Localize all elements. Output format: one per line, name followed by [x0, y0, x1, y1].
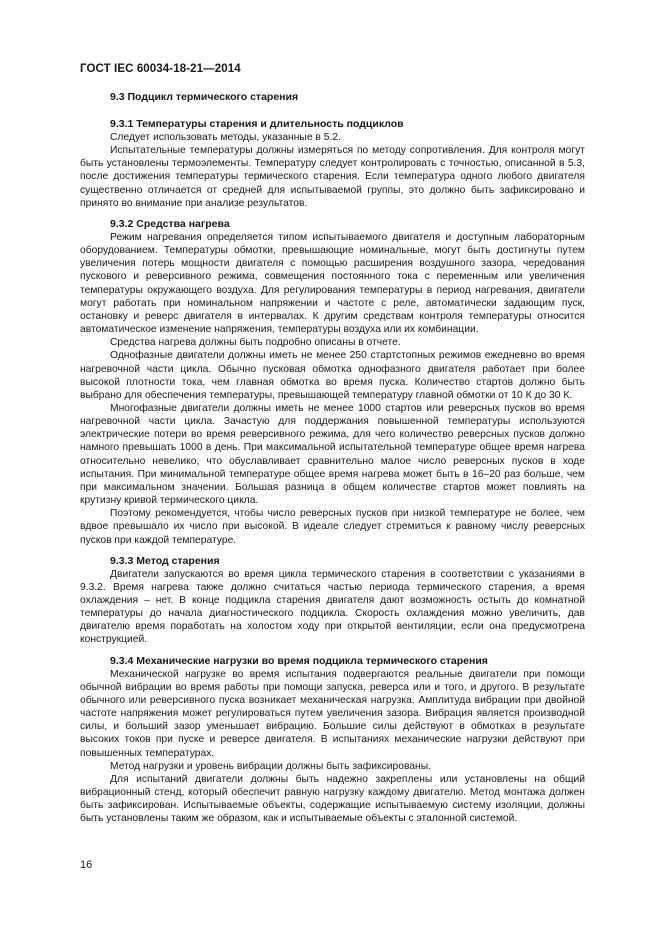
document-header: ГОСТ IEC 60034-18-21—2014 [80, 63, 241, 75]
page-number: 16 [80, 859, 93, 871]
subsection-9-3-2 [80, 218, 585, 547]
paragraph: Однофазные двигатели должны иметь не менее 250 стартстопных режимов ежедневно во время нагревочной части цикла. Обычно пусковая обмотка однофазного двигателя работает при более высокой плотности тока, чем главная обмотка во время пуска. Количество стартов должно быть выбрано для обеспечения температуры, превышающей температуру главной обмотки от 10 К до 30 К. [80, 350, 585, 401]
paragraph: Испытательные температуры должны измеряться по методу сопротивления. Для контроля могут быть установлены термоэлементы. Температуру следует контролировать с точностью, описанной в 5.3, после достижения температуры термического старения. Если температура одного любого двигателя существенно отличается от средней для испытываемой группы, это должно быть зафиксировано и принято во внимание при анализе результатов. [80, 145, 585, 209]
paragraph: Метод нагрузки и уровень вибрации должны быть зафиксированы. [110, 760, 432, 772]
subsection-title: 9.3.4 Механические нагрузки во время подцикла термического старения [110, 654, 488, 667]
paragraph: Двигатели запускаются во время цикла термического старения в соответствии с указаниями в 9.3.2. Время нагрева также должно считаться частью периода термического старения, а время охлаждения – нет. В конце подцикла старения двигателя дают возможность остыть до комнатной температуры до начала диагностического подцикла. Скорость охлаждения можно увеличить, дав двигателю время поработать на холостом ходу при открытой вентиляции, если она предусмотрена конструкцией. [80, 568, 585, 646]
subsection-9-3-1 [80, 118, 585, 210]
subsection-title: 9.3.1 Температуры старения и длительность подциклов [110, 118, 404, 130]
paragraph: Поэтому рекомендуется, чтобы число реверсных пусков при низкой температуре не более, чем вдвое превышало их число при высокой. В идеале следует стремиться к равному числу реверсных пусков при каждой температуре. [80, 508, 585, 546]
subsection-9-3-4 [80, 655, 585, 826]
document-body [80, 91, 585, 826]
subsection-title: 9.3.2 Средства нагрева [110, 217, 230, 230]
paragraph: Режим нагревания определяется типом испытываемого двигателя и доступным лабораторным оборудованием. Температуры обмотки, превышающие номинальные, могут быть достигнуты путем увеличения потерь мощности двигателя с помощью расширения воздушного зазора, чередования пускового и реверсивного режима, совмещения постоянного тока с переменным или увеличения температуры окружающего воздуха. Для регулирования температуры в период нагревания, двигатели могут работать при номинальном напряжении и частоте с реле, автоматически задающим пуск, остановку и реверс двигателя в интервалах. К другим средствам контроля температуры относится автоматическое изменение напряжения, температуры воздуха или их комбинации. [80, 231, 585, 336]
section-title: 9.3 Подцикл термического старения [110, 91, 299, 103]
subsection-9-3-3 [80, 555, 585, 647]
paragraph: Механической нагрузке во время испытания подвергаются реальные двигатели при помощи обычной вибрации во время работы при помощи запуска, реверса или и того, и другого. В результате обычного или реверсивного пуска возникает механическая нагрузка. Амплитуда вибрации при двойной частоте напряжения может регулироваться путем увеличения зазора. Вибрация является производной силы, и больший зазор уменьшает вибрацию. Большие силы действуют в обмотках в результате высоких токов при пуске и реверсе двигателя. В испытаниях механические нагрузки действуют при повышенных температурах. [80, 668, 585, 759]
paragraph: Для испытаний двигатели должны быть надежно закреплены или установлены на общий вибрационный стенд, который обеспечит равную нагрузку каждому двигателю. Метод монтажа должен быть зафиксирован. Испытываемые объекты, содержащие испытываемую систему изоляции, должны быть установлены таким же образом, как и испытываемые объекты с эталонной системой. [80, 773, 585, 825]
paragraph: Многофазные двигатели должны иметь не менее 1000 стартов или реверсных пусков во время нагревочной части цикла. Зачастую для поддержания повышенной температуры используются электрические потери во время реверсивного режима, для чего количество реверсных пусков должно намного превышать 1000 в день. При максимальной испытательной температуре общее время нагрева относительно невелико, что обуславливает сравнительно малое число реверсных пусков в ходе испытания. При минимальной температуре общее время нагрева может быть в 16–20 раз больше, чем при максимальном значении. Большая разница в общем количестве стартов может повлиять на крутизну кривой термического цикла. [80, 402, 585, 507]
paragraph: Средства нагрева должны быть подробно описаны в отчете. [110, 337, 401, 349]
paragraph: Следует использовать методы, указанные в 5.2. [110, 132, 341, 143]
subsection-title: 9.3.3 Метод старения [110, 554, 220, 567]
